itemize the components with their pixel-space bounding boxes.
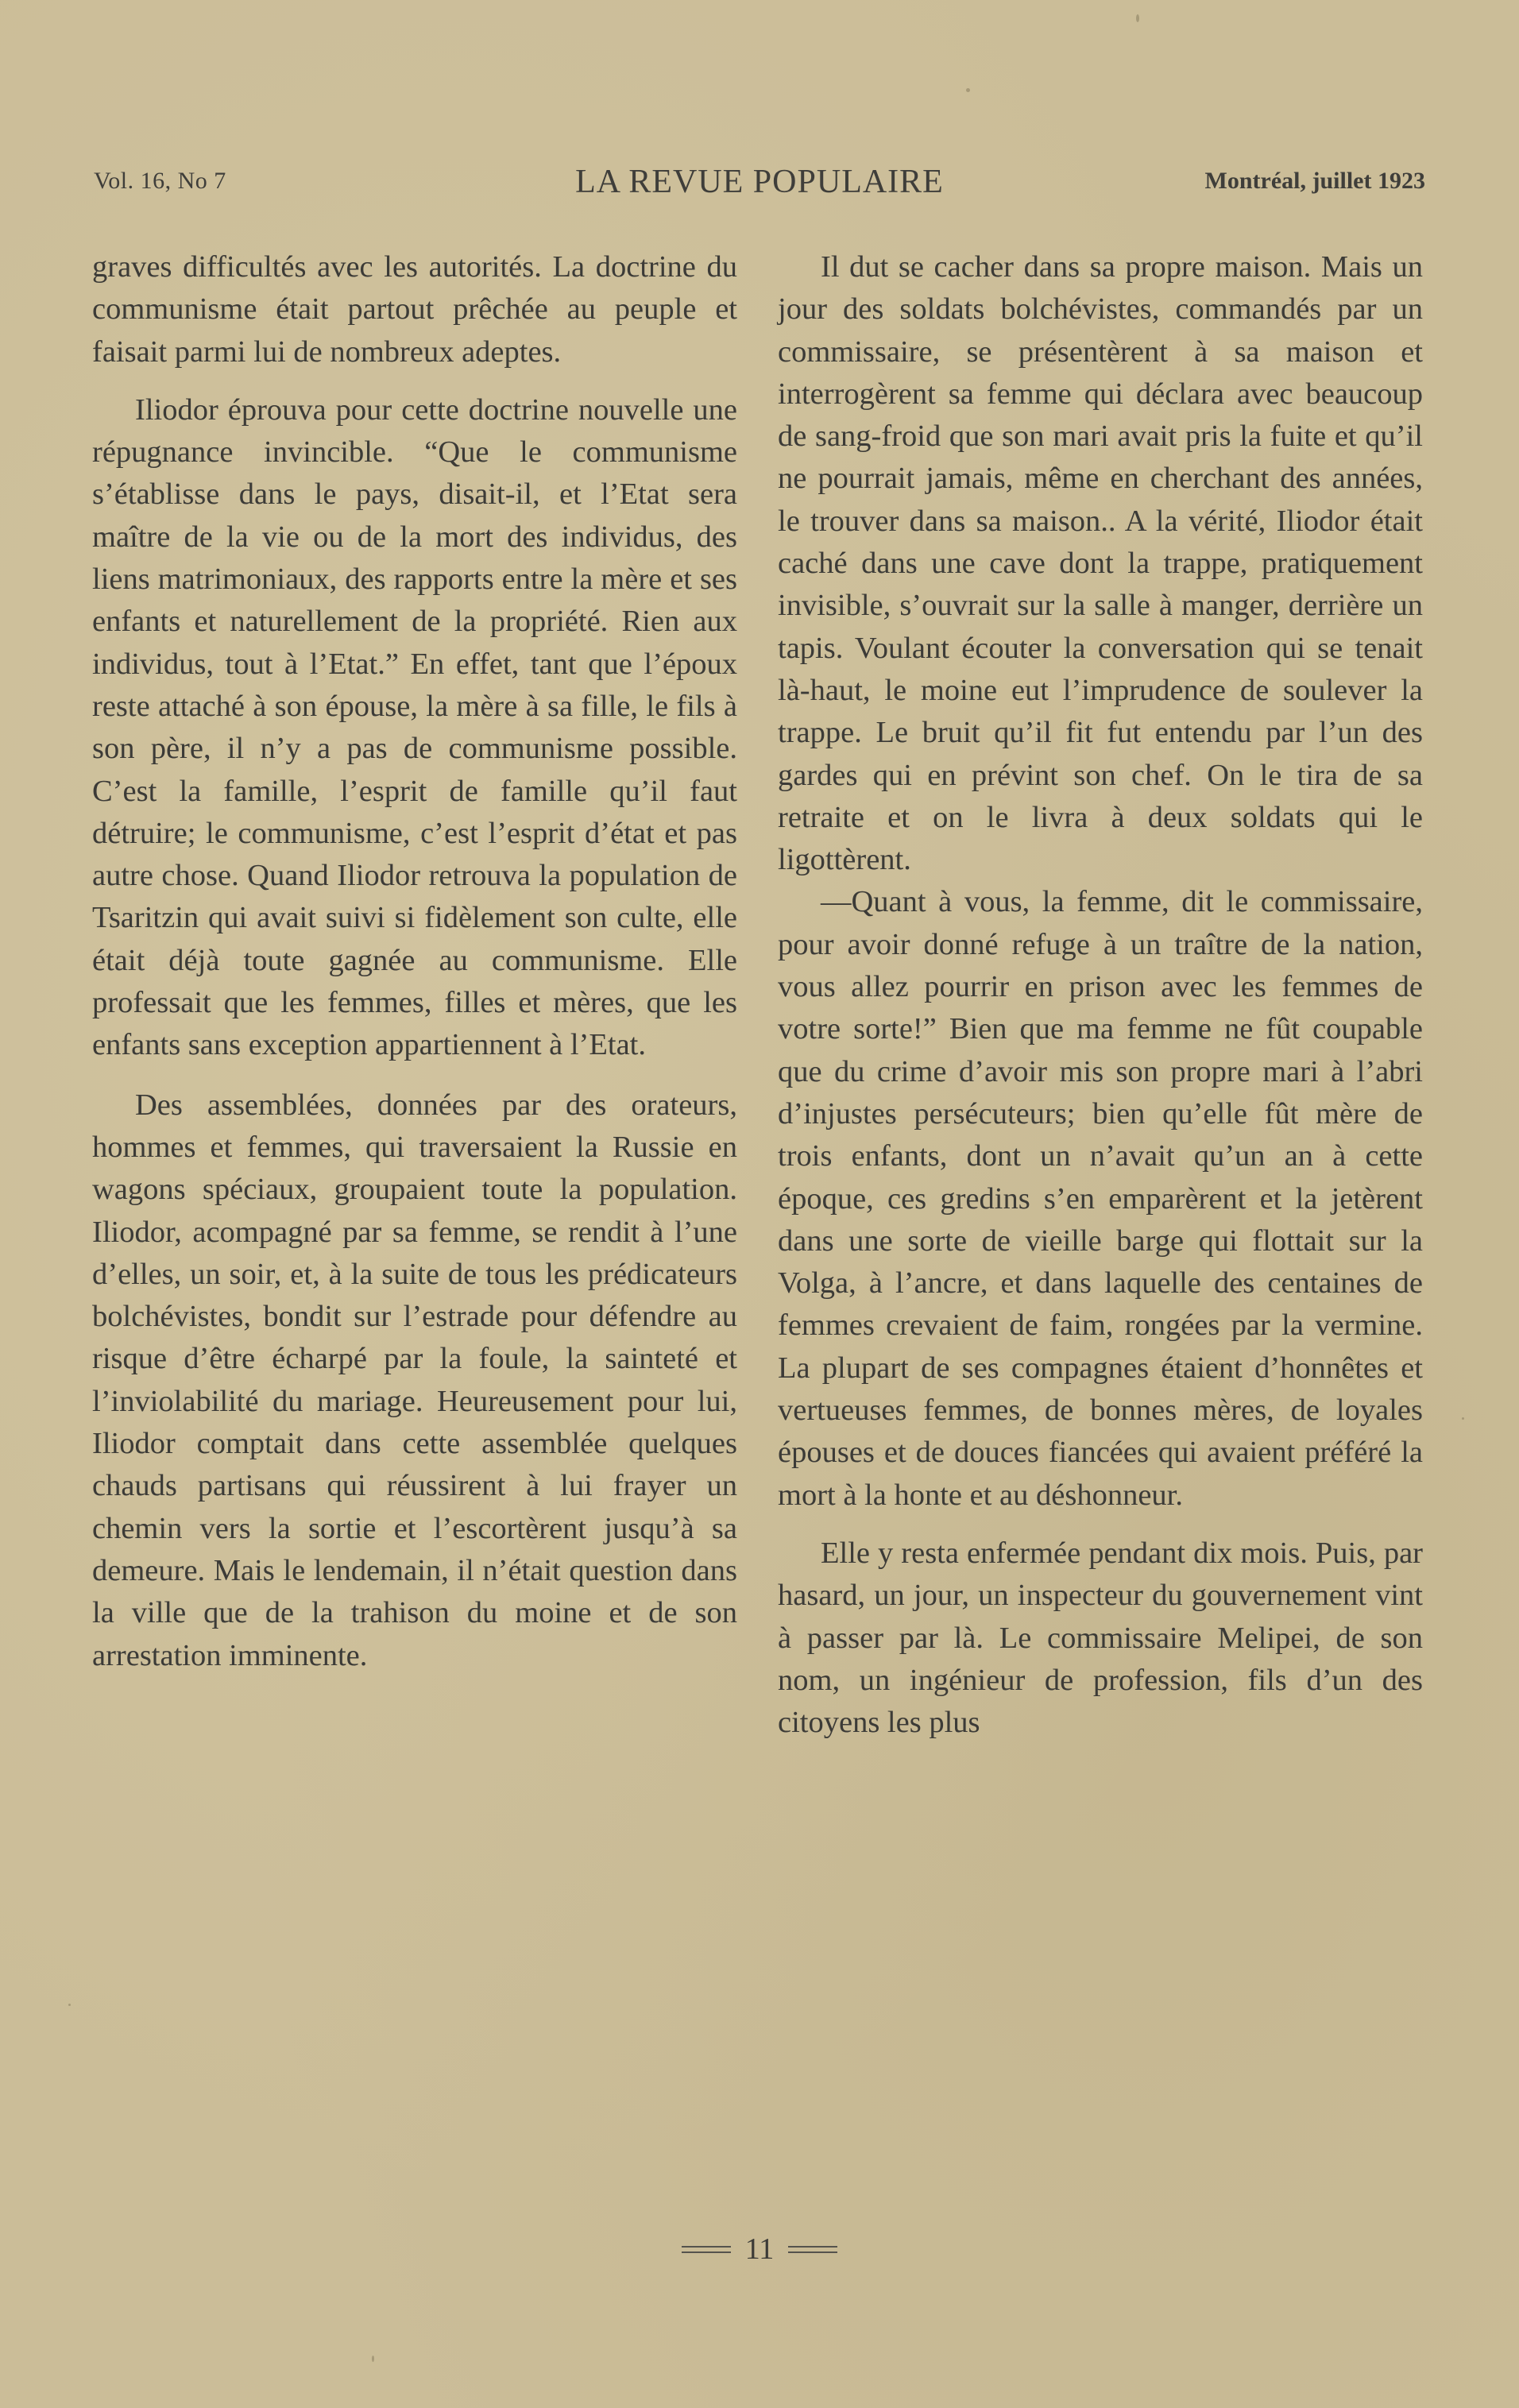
paragraph: Elle y resta enfermée pendant dix mois. Puis, par hasard, un jour, un inspecteur du gouvernement vint à passer par là. Le commissaire Melipei, de son nom, un ingénieur de profession, fils d’un des citoyens les plus [778,1536,1423,1740]
footer-rule-right [788,2246,837,2253]
paragraph: —Quant à vous, la femme, dit le commissaire, pour avoir donné refuge à un traître de la nation, vous allez pourrir en prison avec les femmes de votre sorte!” Bien que ma femme ne fût coupable que du crime d’avoir mis son propre mari à l’abri d’injustes persécuteurs; bien qu’elle fût mère de trois enfants, dont un n’avait qu’un an à cette époque, ces gredins s’en emparèrent et la jetèrent dans une sorte de vieille barge qui flottait sur la Volga, à l’ancre, et dans laquelle des centaines de femmes crevaient de faim, rongées par la vermine. La plupart de ses compagnes étaient d’honnêtes et vertueuses femmes, de bonnes mères, de loyales épouses et de douces fiancées qui avaient préféré la mort à la honte et au déshonneur. [778,885,1423,1512]
publication-title: LA REVUE POPULAIRE [575,164,944,200]
volume-number: Vol. 16, No 7 [94,168,226,194]
paragraph: Iliodor éprouva pour cette doctrine nouvelle une répugnance invincible. “Que le communisme s’établisse dans le pays, disait-il, et l’Etat sera maître de la vie ou de la mort des individus, des liens matrimoniaux, des rapports entre la mère et ses enfants et naturellement de la propriété. Rien aux individus, tout à l’Etat.” En effet, tant que l’époux reste attaché à son épouse, la mère à sa fille, le fils à son père, il n’y a pas de communisme possible. C’est la famille, l’esprit de famille qu’il faut détruire; le communisme, c’est l’esprit d’état et pas autre chose. Quand Iliodor retrouva la population de Tsaritzin qui avait suivi si fidèlement son culte, elle était déjà toute gagnée au communisme. Elle professait que les femmes, filles et mères, que les enfants sans exception appartiennent à l’Etat. [92,392,737,1062]
paper-speck [966,88,970,92]
left-column [92,246,737,1677]
paragraph: Des assemblées, données par des orateurs, hommes et femmes, qui traversaient la Russie en wagons spéciaux, groupaient toute la population. Iliodor, acompagné par sa femme, se rendit à l’une d’elles, un soir, et, à la suite de tous les prédicateurs bolchévistes, bondit sur l’estrade pour défendre au risque d’être écharpé par la foule, la sainteté et l’inviolabilité du mariage. Heureusement pour lui, Iliodor comptait dans cette assemblée quelques chauds partisans qui réussirent à lui frayer un chemin vers la sortie et l’escortèrent jusqu’à sa demeure. Mais le lendemain, il n’était question dans la ville que de la trahison du moine et de son arrestation imminente. [92,1088,737,1672]
paper-speck [68,2004,71,2006]
page-footer [0,2232,1519,2271]
issue-date: Montréal, juillet 1923 [1204,168,1425,194]
paper-speck [1136,14,1139,22]
footer-rule-left [682,2246,731,2253]
right-column [778,246,1423,1744]
paragraph: Il dut se cacher dans sa propre maison. Mais un jour des soldats bolchévistes, commandés par un commissaire, se présentèrent à sa maison et interrogèrent sa femme qui déclara avec beaucoup de sang-froid que son mari avait pris la fuite et qu’il ne pourrait jamais, même en cherchant des années, le trouver dans sa maison.. A la vérité, Iliodor était caché dans une cave dont la trappe, pratiquement invisible, s’ouvrait sur la salle à manger, derrière un tapis. Voulant écouter la conversation qui se tenait là-haut, le moine eut l’imprudence de soulever la trappe. Le bruit qu’il fit fut entendu par l’un des gardes qui en prévint son chef. On le tira de sa retraite et on le livra à deux soldats qui le ligottèrent. [778,250,1423,877]
paper-speck [1462,1417,1464,1420]
page-header [94,163,1425,203]
paper-speck [372,2356,374,2362]
paragraph: graves difficultés avec les autorités. La doctrine du communisme était partout prêchée au peuple et faisait parmi lui de nombreux adeptes. [92,250,737,369]
page-number: 11 [744,2232,775,2266]
